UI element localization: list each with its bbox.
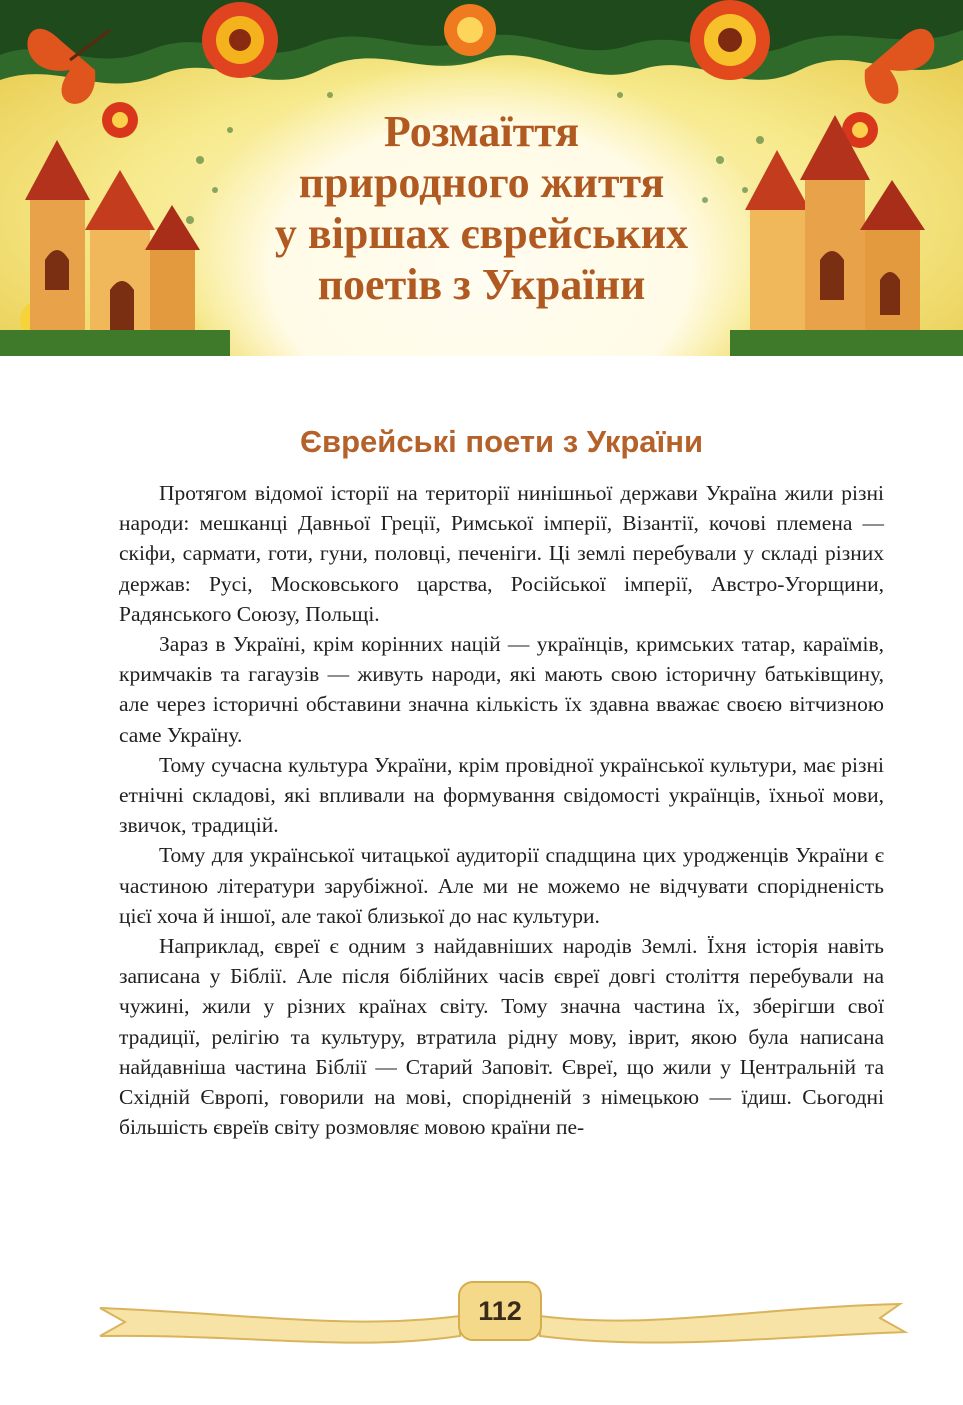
section-heading: Єврейські поети з України xyxy=(299,424,704,459)
chapter-title-line: поетів з України xyxy=(317,260,646,309)
paragraph: Тому сучасна культура України, крім провідної української культури, має різні етнічні складові, які впливали на формування свідомості українців, їхньої мови, звичок, традицій. xyxy=(119,752,884,838)
page-number: 112 xyxy=(478,1296,522,1326)
paragraph: Тому для української читацької аудиторії спадщина цих уродженців України є частиною літератури зарубіжної. Але ми не можемо не відчувати спорідненість цієї хоча й іншої, але такої близької до нас культури. xyxy=(119,843,884,928)
paragraph: Зараз в Україні, крім корінних націй — українців, кримських татар, караїмів, кримчаків та гагаузів — живуть народи, які мають свою історичну батьківщину, але через історичні обставини значна кількість їх здавна вважає своєю вітчизною саме Україну. xyxy=(119,632,884,747)
chapter-title xyxy=(0,106,963,310)
chapter-title-line: Розмаїття xyxy=(383,107,580,156)
paragraph: Протягом відомої історії на території нинішньої держави Україна жили різні народи: мешканці Давньої Греції, Римської імперії, Візантії, кочові племена — скіфи, сармати, готи, гуни, половці, печеніги. Ці землі перебували у складі різних держав: Русі, Московського царства, Російської імперії, Австро-Угорщини, Радянського Союзу, Польщі. xyxy=(119,481,884,626)
body-text xyxy=(119,478,884,1142)
chapter-title-line: у віршах єврейських xyxy=(274,209,689,258)
paragraph: Наприклад, євреї є одним з найдавніших народів Землі. Їхня історія навіть записана у Біблії. Але після біблійних часів євреї довгі століття перебували на чужині, жили у різних країнах світу. Тому значна частина їх, зберігши свої традиції, релігію та культуру, втратила рідну мову, іврит, якою була написана найдавніша частина Біблії — Старий Заповіт. Євреї, що жили у Центральній та Східній Європі, говорили на мові, спорідненій з німецькою — їдиш. Сьогодні більшість євреїв світу розмовляє мовою країни пе- xyxy=(119,934,884,1140)
chapter-title-line: природного життя xyxy=(298,158,665,207)
